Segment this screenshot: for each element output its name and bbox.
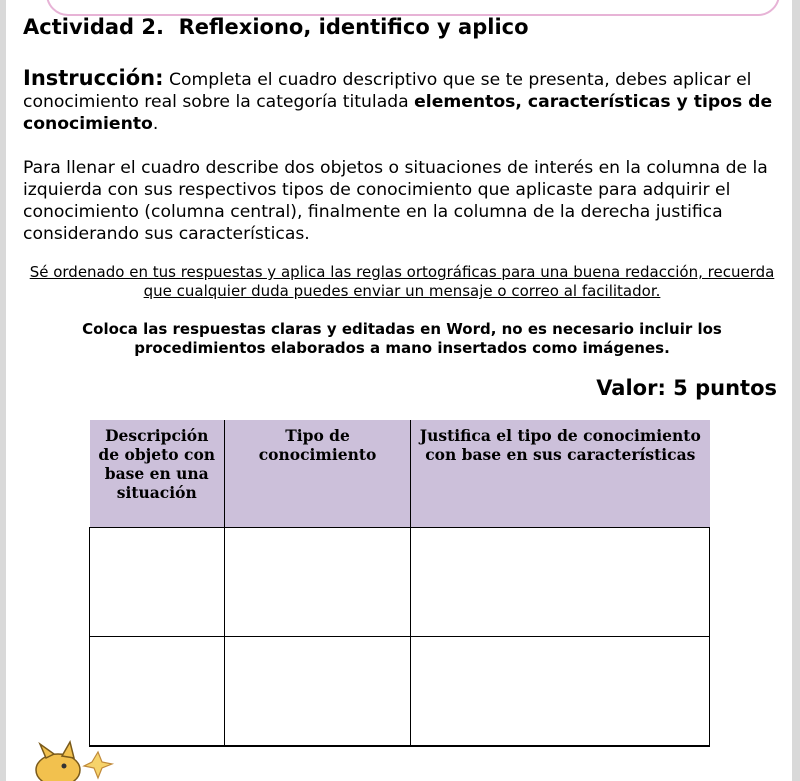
activity-title: Actividad 2. Reflexiono, identifico y aplico	[23, 15, 529, 39]
instruction-lead: Instrucción:	[23, 66, 164, 90]
mascot-illustration	[26, 740, 116, 781]
instruction-text-1: Completa el cuadro descriptivo que se te presenta, debes aplicar el conocimiento real sobre la categoría titulada	[23, 70, 752, 112]
table-cell[interactable]	[411, 528, 710, 637]
descriptive-table	[89, 420, 710, 747]
spelling-note: Sé ordenado en tus respuestas y aplica las reglas ortográficas para una buena redacción, recuerda que cualquier duda puedes enviar un mensaje o correo al facilitador.	[29, 263, 775, 300]
table-cell[interactable]	[90, 528, 225, 637]
instruction-text-2: .	[152, 114, 159, 134]
points-value: Valor: 5 puntos	[596, 376, 777, 400]
format-note: Coloca las respuestas claras y editadas en Word, no es necesario incluir los procedimientos elaborados a mano insertados como imágenes.	[82, 320, 722, 357]
table-cell[interactable]	[90, 637, 225, 747]
document-page	[6, 0, 792, 781]
instruction-paragraph	[23, 67, 773, 135]
table-row	[90, 637, 710, 747]
header-description: Descripción de objeto con base en una situación	[90, 420, 225, 528]
table-cell[interactable]	[224, 637, 410, 747]
decorative-frame	[46, 0, 780, 16]
table-header-row	[90, 420, 710, 528]
table-cell[interactable]	[224, 528, 410, 637]
table-cell[interactable]	[411, 637, 710, 747]
header-knowledge-type: Tipo de conocimiento	[224, 420, 410, 528]
header-justification: Justifica el tipo de conocimiento con base en sus características	[411, 420, 710, 528]
fill-instructions: Para llenar el cuadro describe dos objetos o situaciones de interés en la columna de la izquierda con sus respectivos tipos de conocimiento que aplicaste para adquirir el conocimiento (columna central), finalmente en la columna de la derecha justifica considerando sus características.	[23, 158, 768, 244]
instruction-bold: elementos, características y tipos de conocimiento	[23, 92, 773, 134]
table-row	[90, 528, 710, 637]
